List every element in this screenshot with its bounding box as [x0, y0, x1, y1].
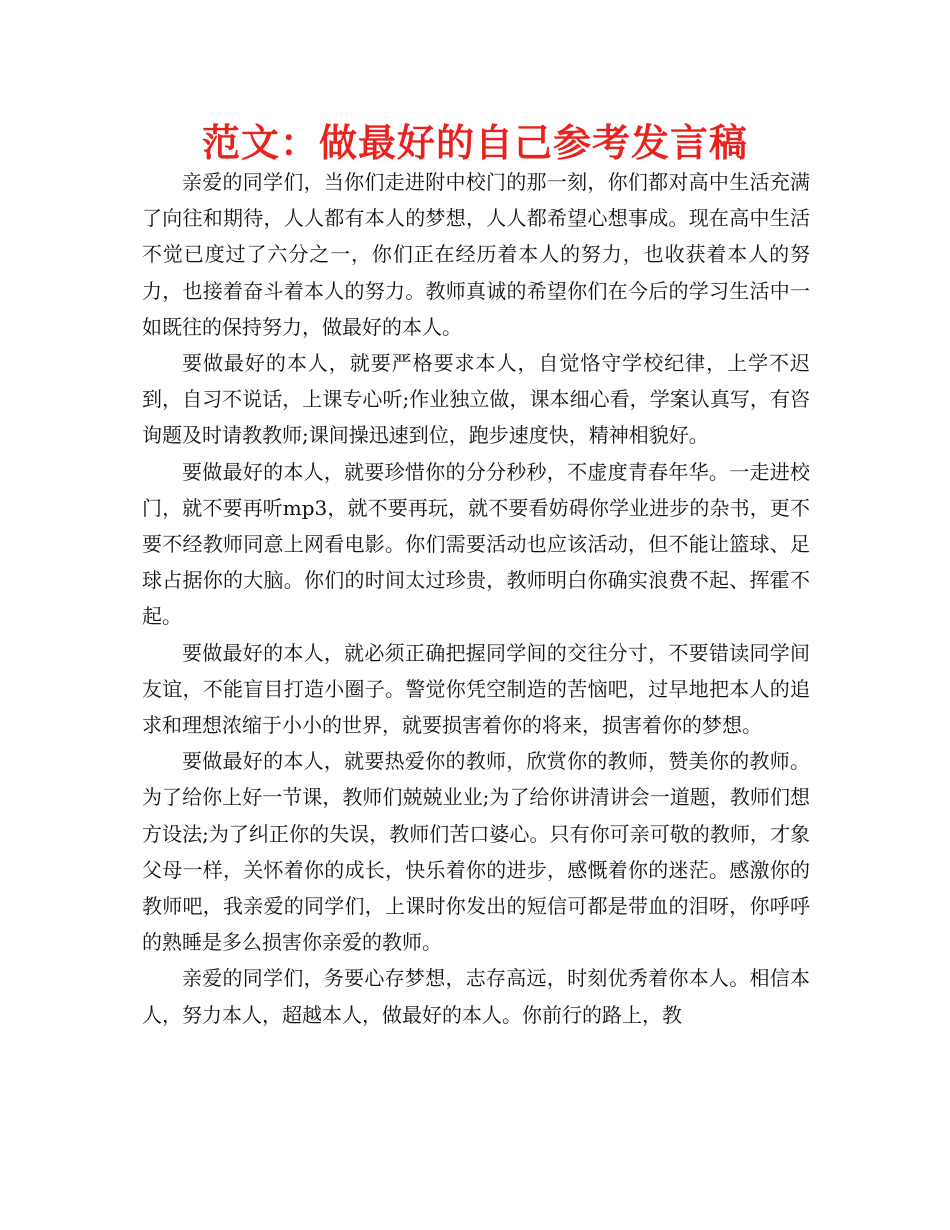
paragraph: 要做最好的本人，就必须正确把握同学间的交往分寸，不要错读同学间友谊，不能盲目打造小圈子。警觉你凭空制造的苦恼吧，过早地把本人的追求和理想浓缩于小小的世界，就要损害着你的将来，损害着你的梦想。 — [142, 640, 810, 738]
paragraph: 要做最好的本人，就要严格要求本人，自觉恪守学校纪律，上学不迟到，自习不说话，上课专心听;作业独立做，课本细心看，学案认真写，有咨询题及时请教教师;课间操迅速到位，跑步速度快，精神相貌好。 — [142, 351, 810, 448]
paragraph: 亲爱的同学们，当你们走进附中校门的那一刻，你们都对高中生活充满了向往和期待，人人都有本人的梦想，人人都希望心想事成。现在高中生活不觉已度过了六分之一，你们正在经历着本人的努力，也收获着本人的努力，也接着奋斗着本人的努力。教师真诚的希望你们在今后的学习生活中一如既往的保持努力，做最好的本人。 — [142, 170, 810, 339]
paragraph: 亲爱的同学们，务要心存梦想，志存高远，时刻优秀着你本人。相信本人，努力本人，超越本人，做最好的本人。你前行的路上，教 — [142, 966, 810, 1027]
document-title: 范文：做最好的自己参考发言稿 — [201, 121, 748, 165]
paragraph: 要做最好的本人，就要热爱你的教师，欣赏你的教师，赞美你的教师。为了给你上好一节课，教师们兢兢业业;为了给你讲清讲会一道题，教师们想方设法;为了纠正你的失误，教师们苦口婆心。只有你可亲可敬的教师，才象父母一样，关怀着你的成长，快乐着你的进步，感慨着你的迷茫。感激你的教师吧，我亲爱的同学们，上课时你发出的短信可都是带血的泪呀，你呼呼的熟睡是多么损害你亲爱的教师。 — [142, 749, 810, 955]
paragraph: 要做最好的本人，就要珍惜你的分分秒秒，不虚度青春年华。一走进校门，就不要再听mp3，就不要再玩，就不要看妨碍你学业进步的杂书，更不要不经教师同意上网看电影。你们需要活动也应该活动，但不能让篮球、足球占据你的大脑。你们的时间太过珍贵，教师明白你确实浪费不起、挥霍不起。 — [142, 459, 810, 629]
document-body — [142, 164, 810, 1033]
